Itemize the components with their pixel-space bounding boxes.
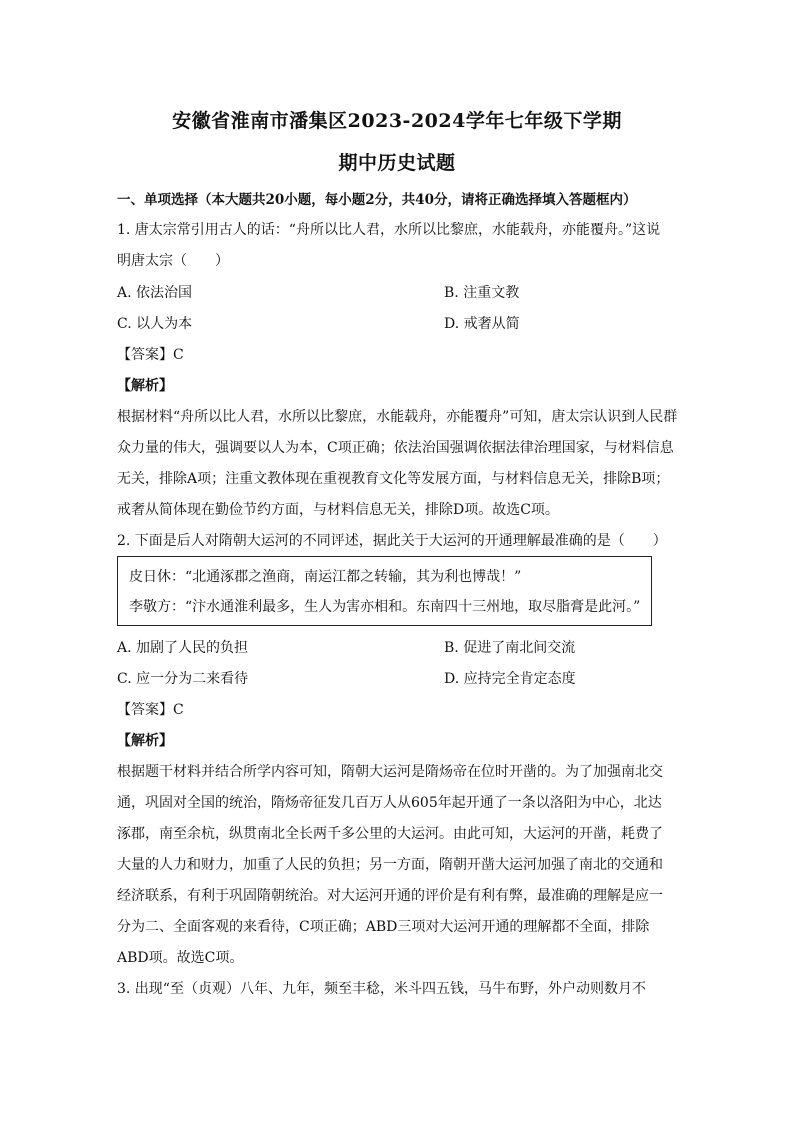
q1-answer: 【答案】C: [117, 347, 184, 363]
q1-analysis-line: 戒奢从简体现在勤俭节约方面，与材料信息无关，排除D项。故选C项。: [117, 502, 559, 518]
q1-analysis-line: 根据材料“舟所以比人君，水所以比黎庶，水能载舟，亦能覆舟”可知，唐太宗认识到人民群: [117, 409, 678, 425]
q1-stem-line1: 1. 唐太宗常引用古人的话：“舟所以比人君，水所以比黎庶，水能载舟，亦能覆舟。”这说: [117, 222, 661, 238]
q2-option-b: B. 促进了南北间交流: [444, 640, 576, 656]
q1-option-b: B. 注重文教: [444, 285, 520, 301]
document-title-line1: 安徽省淮南市潘集区2023-2024学年七年级下学期: [172, 110, 622, 132]
q1-analysis-label: 【解析】: [117, 378, 173, 394]
q2-answer: 【答案】C: [117, 702, 184, 718]
q2-analysis-line: 大量的人力和财力，加重了人民的负担；另一方面，隋朝开凿大运河加强了南北的交通和: [117, 857, 663, 873]
q1-option-a: A. 依法治国: [117, 285, 193, 301]
section-heading: 一、单项选择（本大题共20小题，每小题2分，共40分，请将正确选择填入答题框内）: [117, 192, 637, 208]
q2-stem: 2. 下面是后人对隋朝大运河的不同评述，据此关于大运河的开通理解最准确的是（ ）: [117, 533, 667, 549]
q2-analysis-label: 【解析】: [117, 733, 173, 749]
q1-stem-line2: 明唐太宗（ ）: [117, 253, 229, 269]
q3-stem-line1: 3. 出现“至（贞观）八年、九年，频至丰稔，米斗四五钱，马牛布野，外户动则数月不: [117, 981, 646, 997]
q2-quote-line: 皮日休：“北通涿郡之渔商，南运江都之转输，其为利也博哉！”: [129, 569, 522, 585]
q2-quote-line: 李敬方：“汴水通淮利最多，生人为害亦相和。东南四十三州地，取尽脂膏是此河。”: [129, 599, 641, 615]
document-title-line2: 期中历史试题: [338, 152, 456, 174]
q1-option-c: C. 以人为本: [117, 316, 193, 332]
q1-analysis-line: 无关，排除A项；注重文教体现在重视教育文化等发展方面，与材料信息无关，排除B项；: [117, 471, 670, 487]
q1-analysis-line: 众力量的伟大，强调要以人为本，C项正确；依法治国强调依据法律治理国家，与材料信息: [117, 440, 674, 456]
q2-option-d: D. 应持完全肯定态度: [444, 671, 576, 687]
q2-analysis-line: 经济联系，有利于巩固隋朝统治。对大运河开通的评价是有利有弊，最准确的理解是应一: [117, 888, 663, 904]
q2-option-a: A. 加剧了人民的负担: [117, 640, 249, 656]
q2-option-c: C. 应一分为二来看待: [117, 671, 249, 687]
q2-analysis-line: 涿郡，南至余杭，纵贯南北全长两千多公里的大运河。由此可知，大运河的开凿，耗费了: [117, 826, 663, 842]
q2-analysis-line: 通，巩固对全国的统治，隋炀帝征发几百万人从605年起开通了一条以洛阳为中心，北达: [117, 795, 662, 811]
q2-analysis-line: 根据题干材料并结合所学内容可知，隋朝大运河是隋炀帝在位时开凿的。为了加强南北交: [117, 764, 663, 780]
q1-option-d: D. 戒奢从简: [444, 316, 520, 332]
q2-analysis-line: ABD项。故选C项。: [117, 950, 244, 966]
q2-analysis-line: 分为二、全面客观的来看待，C项正确；ABD三项对大运河开通的理解都不全面，排除: [117, 919, 650, 935]
q2-quote-box: [117, 556, 652, 626]
